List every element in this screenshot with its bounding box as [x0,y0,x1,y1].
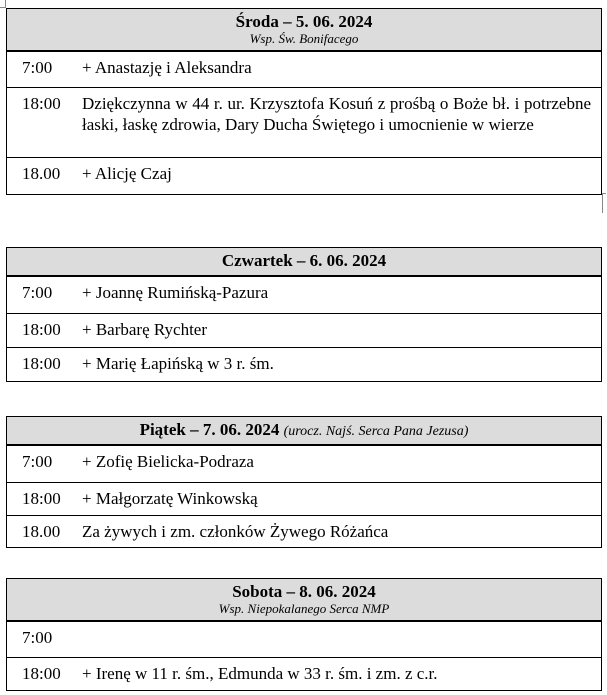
mass-intention: + Irenę w 11 r. śm., Edmunda w 33 r. śm. i zm. z c.r. [82,664,438,683]
mass-row [7,87,601,157]
mass-row [7,313,601,347]
mass-time: 18.00 [22,164,61,183]
day-table-wednesday [6,8,602,195]
day-note: (urocz. Najś. Serca Pana Jezusa) [283,424,469,439]
day-subtitle: Wsp. Św. Bonifacego [249,31,359,46]
mass-intention: + Zofię Bielicka-Podraza [82,452,254,471]
day-title: Czwartek – 6. 06. 2024 [221,251,387,270]
day-title: Sobota – 8. 06. 2024 [232,582,376,601]
mass-intention: Dziękczynna w 44 r. ur. Krzysztofa Kosuń z prośbą o Boże bł. i potrzebne łaski, łaskę zdrowia, Dary Ducha Świętego i umocnienie w wierze [82,94,591,134]
day-header [7,248,601,276]
day-header [7,579,601,621]
margin-mark [602,193,606,213]
mass-row [7,515,601,547]
mass-time: 18:00 [22,94,61,113]
day-table-thursday [6,247,602,382]
mass-row [7,482,601,515]
day-subtitle: Wsp. Niepokalanego Serca NMP [218,601,390,616]
day-table-saturday [6,578,602,691]
day-title: Piątek – 7. 06. 2024 (urocz. Najś. Serca Pana Jezusa) [139,420,469,439]
mass-time: 18:00 [22,489,61,508]
mass-time: 18:00 [22,320,61,339]
mass-time: 7:00 [22,283,53,302]
mass-time: 18:00 [22,354,61,373]
mass-row [7,621,601,657]
mass-intention: + Anastazję i Aleksandra [82,58,252,77]
mass-row [7,276,601,313]
mass-row [7,347,601,381]
day-header [7,9,601,51]
mass-time: 18.00 [22,522,61,541]
mass-intention: + Alicję Czaj [82,164,172,183]
day-title: Środa – 5. 06. 2024 [235,12,373,31]
mass-row [7,657,601,690]
mass-time: 7:00 [22,58,53,77]
mass-time: 18:00 [22,664,61,683]
mass-intention: + Joannę Rumińską-Pazura [82,283,269,302]
day-header [7,417,601,445]
mass-row [7,51,601,87]
corner-mark [0,0,6,8]
mass-intention [77,622,601,657]
day-table-friday [6,416,602,548]
mass-intention: + Marię Łapińską w 3 r. śm. [82,354,274,373]
mass-time: 7:00 [22,628,53,647]
mass-intention: + Małgorzatę Winkowską [82,489,258,508]
mass-row [7,445,601,482]
mass-row [7,157,601,194]
mass-intention: Za żywych i zm. członków Żywego Różańca [82,522,389,541]
mass-intention: + Barbarę Rychter [82,320,208,339]
mass-time: 7:00 [22,452,53,471]
